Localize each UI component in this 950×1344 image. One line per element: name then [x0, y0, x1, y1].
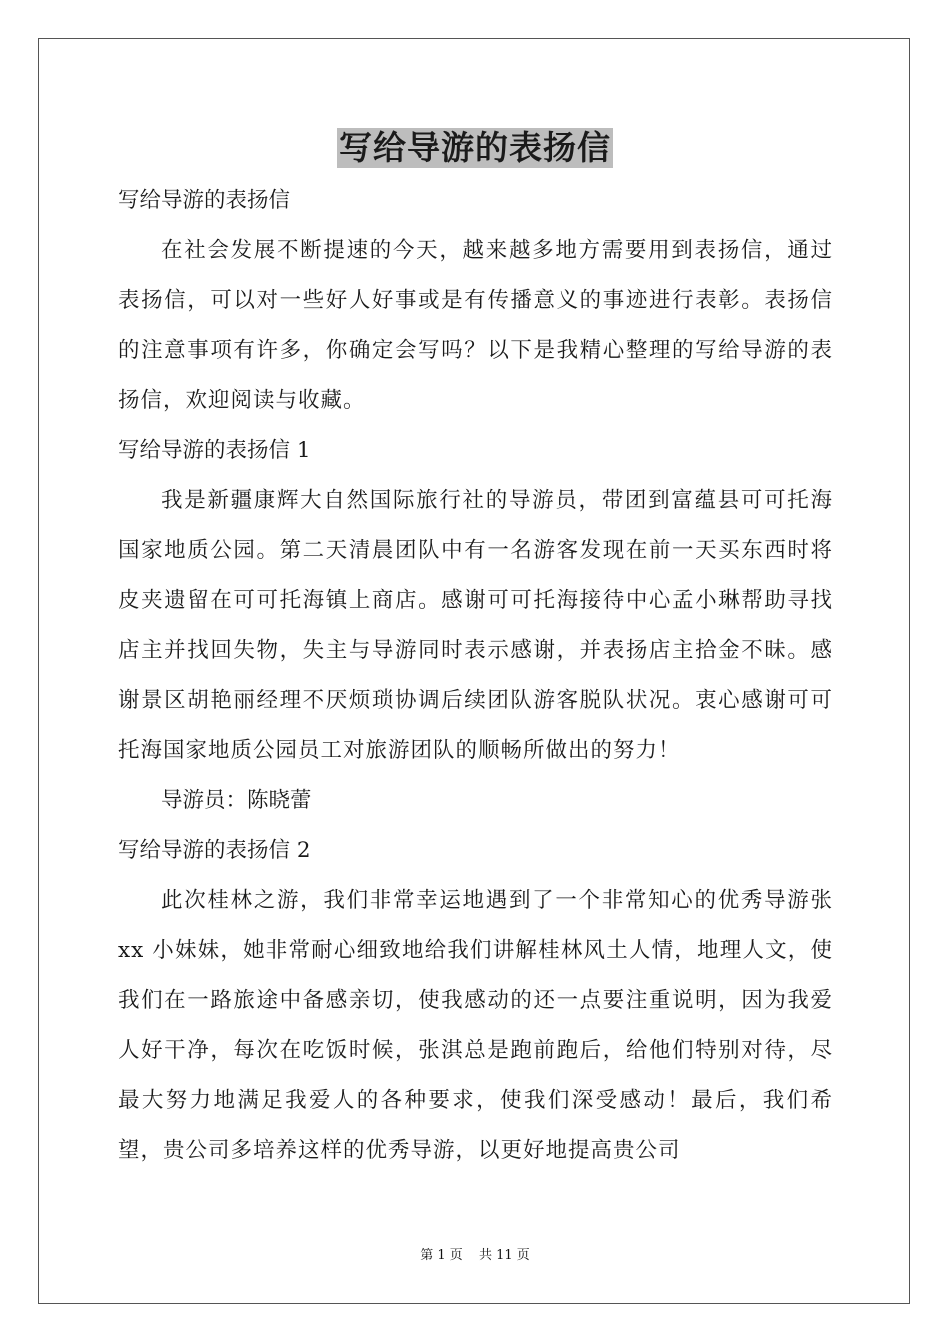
page-number: 第 1 页 [420, 1248, 463, 1263]
page-total: 共 11 页 [478, 1248, 530, 1263]
letter-1-signature: 导游员：陈晓蕾 [161, 788, 312, 813]
section-heading: 写给导游的表扬信 [118, 188, 291, 213]
section-heading-letter-1: 写给导游的表扬信 1 [118, 438, 311, 463]
letter-1-paragraph: 我是新疆康辉大自然国际旅行社的导游员，带团到富蕴县可可托海国家地质公园。第二天清晨团队中有一名游客发现在前一天买东西时将皮夹遗留在可可托海镇上商店。感谢可可托海接待中心孟小琳帮助寻找店主并找回失物，失主与导游同时表示感谢，并表扬店主拾金不昧。感谢景区胡艳丽经理不厌烦琐协调后续团队游客脱队状况。衷心感谢可可托海国家地质公园员工对旅游团队的顺畅所做出的努力！ [118, 488, 833, 763]
page-footer [0, 1247, 950, 1265]
document-body [118, 176, 833, 1176]
section-heading-letter-2: 写给导游的表扬信 2 [118, 838, 311, 863]
title-container [0, 128, 950, 168]
intro-paragraph: 在社会发展不断提速的今天，越来越多地方需要用到表扬信，通过表扬信，可以对一些好人好事或是有传播意义的事迹进行表彰。表扬信的注意事项有许多，你确定会写吗？以下是我精心整理的写给导游的表扬信，欢迎阅读与收藏。 [118, 238, 833, 413]
document-title: 写给导游的表扬信 [339, 128, 611, 167]
letter-2-paragraph: 此次桂林之游，我们非常幸运地遇到了一个非常知心的优秀导游张 xx 小妹妹，她非常耐心细致地给我们讲解桂林风土人情，地理人文，使我们在一路旅途中备感亲切，使我感动的还一点要注重说明，因为我爱人好干净，每次在吃饭时候，张淇总是跑前跑后，给他们特别对待，尽最大努力地满足我爱人的各种要求，使我们深受感动！最后，我们希望，贵公司多培养这样的优秀导游，以更好地提高贵公司 [118, 888, 833, 1163]
